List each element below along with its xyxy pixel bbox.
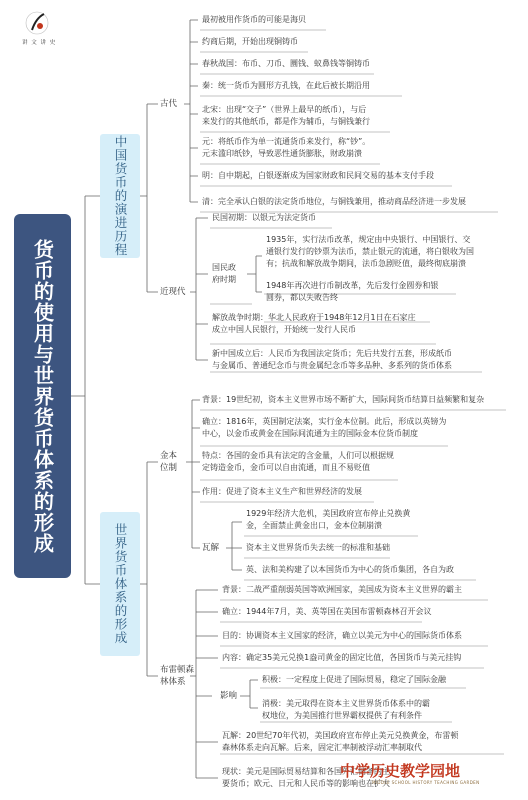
root-title: 货币的使用与世界货币体系的形成 [14, 214, 71, 578]
bretton-item: 目的：协调资本主义国家的经济，确立以美元为中心的国际货币体系 [222, 631, 462, 640]
modern-prc: 新中国成立后：人民币为我国法定货币；先后共发行五套，形成纸币 与金属币、普通纪念币与贵金属纪念币等多品种、多系列的货币体系 [212, 349, 452, 370]
nationalist-item: 1935年，实行法币改革，规定由中央银行、中国银行、交 通银行发行的钞票为法币，禁止银元的流通，将白银收为国 有；抗战和解放战争期间，法币急剧贬值，最终彻底崩溃 [266, 235, 474, 268]
logo-emblem-icon [22, 8, 52, 38]
nationalist-item: 1948年再次进行币制改革，先后发行金圆券和银 圆券，都以失败告终 [266, 281, 439, 302]
modern-liberation-war: 解放战争时期：华北人民政府于1948年12月1日在石家庄 成立中国人民银行，开始统一发行人民币 [212, 313, 416, 334]
label-gold-standard: 金本 位制 [160, 451, 178, 473]
bretton-impact-item: 消极：美元取得在资本主义世界货币体系中的霸 权地位，为美国推行世界霸权提供了有利条件 [262, 699, 430, 720]
bretton-item: 内容：确定35美元兑换1盎司黄金的固定比值，各国货币与美元挂钩 [222, 653, 462, 662]
ancient-item: 北宋：出现“交子”（世界上最早的纸币），与后 来发行的其他纸币，都是作为辅币，与铜钱兼行 [202, 105, 370, 126]
bretton-impact-item: 积极：一定程度上促进了国际贸易，稳定了国际金融 [262, 675, 446, 684]
ancient-item: 约商后期，开始出现铜铸币 [202, 37, 298, 46]
ancient-item: 元：将纸币作为单一流通货币来发行，称“钞”。 元末滥印纸钞，导致恶性通货膨胀，财政崩溃 [202, 137, 371, 158]
bretton-collapse: 瓦解：20世纪70年代初，美国政府宣布停止美元兑换黄金，布雷顿 森林体系走向瓦解。后来，固定汇率制被浮动汇率制取代 [222, 731, 459, 752]
gold-item: 确立：1816年，英国制定法案，实行金本位制。此后，形成以英镑为 中心，以金币或黄金在国际间流通为主的国际金本位货币制度 [202, 417, 447, 438]
ancient-item: 秦：统一货币为圆形方孔钱，在此后被长期沿用 [202, 81, 370, 90]
gold-collapse-item: 资本主义世界货币失去统一的标准和基础 [246, 543, 390, 552]
logo-caption: 讲 文 讲 史 [22, 40, 57, 46]
bretton-item: 背景：二战严重削弱英国等欧洲国家，美国成为资本主义世界的霸主 [222, 585, 462, 594]
watermark-subtitle: MIDDLE SCHOOL HISTORY TEACHING GARDEN [372, 780, 480, 785]
gold-item: 特点：各国的金币具有法定的含金量，人们可以根据规 定铸造金币，金币可以自由流通，而且不易贬值 [202, 451, 394, 472]
bretton-present: 现状：美元是国际贸易结算和各国外汇储备的主 要货币；欧元、日元和人民币等的影响也在扩大 [222, 767, 390, 788]
branch-china-currency: 中国货币的演进历程 [100, 134, 140, 258]
ancient-item: 最初被用作货币的可能是海贝 [202, 15, 306, 24]
gold-collapse-item: 英、法和美构建了以本国货币为中心的货币集团，各自为政 [246, 565, 454, 574]
gold-item: 作用：促进了资本主义生产和世界经济的发展 [202, 487, 362, 496]
label-gold-collapse: 瓦解 [202, 543, 220, 553]
branch-world-monetary-system: 世界货币体系的形成 [100, 512, 140, 656]
ancient-item: 清：完全承认白银的法定货币地位，与铜钱兼用，推动商品经济进一步发展 [202, 197, 466, 206]
bretton-item: 确立：1944年7月，美、英等国在美国布雷顿森林召开会议 [222, 607, 432, 616]
modern-early-republic: 民国初期：以银元为法定货币 [212, 213, 316, 222]
gold-collapse-item: 1929年经济大危机，美国政府宣布停止兑换黄 金，全面禁止黄金出口，金本位制崩溃 [246, 509, 411, 530]
label-nationalist-government: 国民政 府时期 [212, 263, 236, 284]
ancient-item: 明：自中期起，白银逐渐成为国家财政和民间交易的基本支付手段 [202, 171, 434, 180]
label-ancient: 古代 [160, 99, 178, 109]
gold-item: 背景：19世纪初，资本主义世界市场不断扩大，国际间货币结算日益频繁和复杂 [202, 395, 485, 404]
label-bretton-woods: 布雷顿森 林体系 [160, 665, 195, 687]
label-bretton-impact: 影响 [220, 691, 238, 701]
logo [22, 8, 52, 42]
label-modern: 近现代 [160, 287, 186, 297]
ancient-item: 春秋战国：布币、刀币、圜钱、蚁鼻钱等铜铸币 [202, 59, 370, 68]
watermark-title: 中学历史教学园地 [340, 762, 461, 780]
